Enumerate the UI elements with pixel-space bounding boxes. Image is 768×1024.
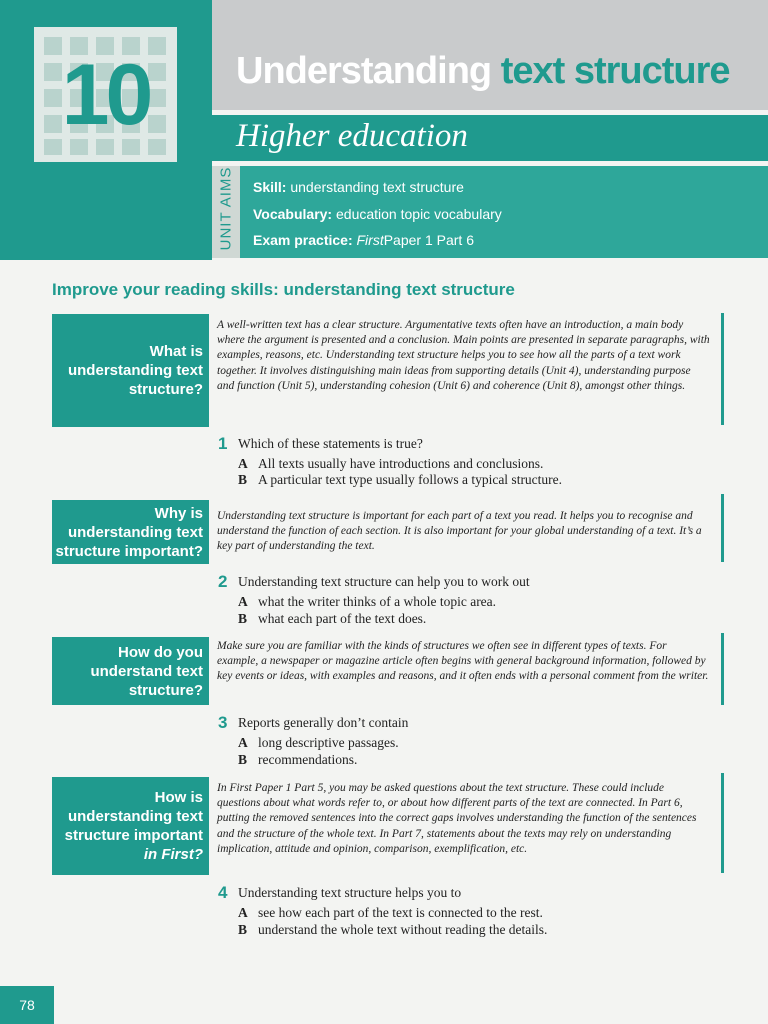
unit-subtitle: Higher education (236, 118, 468, 154)
unit-aims-text: UNIT AIMS (217, 166, 235, 251)
aim-skill-label: Skill: (253, 179, 287, 195)
section-heading: Improve your reading skills: understanding text structure (52, 280, 515, 299)
question-number-2: 2 (218, 572, 228, 591)
question-4: Understanding text structure helps you to (238, 885, 462, 900)
side-bar (721, 494, 724, 562)
paragraph-4: In First Paper 1 Part 5, you may be asked questions about the text structure. These could include questions about what words refer to, or about how different parts of the text are connected. In Part 6, putting the removed sentences into the correct gaps involves understanding the function of the sentences and the structure of the whole text. In Part 7, statements about the texts may rely on understanding implication, attitude and opinion, comparison, exemplification, etc. (217, 782, 697, 855)
aim-vocabulary (253, 206, 502, 222)
box-line: structure important (64, 827, 203, 844)
question-number-1: 1 (218, 434, 228, 453)
question-3: Reports generally don’t contain (238, 715, 409, 730)
side-bar (721, 633, 724, 705)
option-4a (238, 905, 543, 921)
option-3b (238, 752, 357, 768)
option-text: what each part of the text does. (258, 611, 427, 626)
box-line: in First? (143, 846, 203, 863)
unit-number: 10 (61, 47, 150, 143)
question-box-4 (52, 777, 209, 875)
aim-vocab-value: education topic vocabulary (336, 206, 502, 222)
question-1: Which of these statements is true? (238, 436, 423, 451)
question-box-3 (52, 637, 209, 705)
box-line: Why is (154, 504, 203, 522)
paragraph-1: A well-written text has a clear structure. Argumentative texts often have an introduction, a main body where the argument is presented and a conclusion. Main points are presented in separate paragraphs, with examples, reasons, etc. Understanding text structure helps you to see how all the parts of a text work together. It involves distinguishing main ideas from supporting details (Unit 4), understanding purpose and function (Unit 5), understanding cohesion (Unit 6) and coherence (Unit 8), amongst other things. (217, 319, 710, 392)
box-line: understanding text (67, 362, 203, 379)
option-text: long descriptive passages. (258, 735, 399, 750)
title-accent: text structure (500, 50, 730, 92)
option-letter: B (238, 611, 248, 626)
option-text: A particular text type usually follows a typical structure. (258, 472, 563, 487)
aim-skill (253, 179, 464, 195)
question-2: Understanding text structure can help you to work out (238, 574, 530, 589)
option-2b (238, 611, 426, 627)
page-title (236, 50, 730, 93)
title-main: Understanding (236, 50, 492, 92)
question-number-3: 3 (218, 713, 228, 732)
box-line: structure? (128, 381, 203, 398)
aim-exam-label: Exam practice: (253, 232, 353, 248)
paragraph-2: Understanding text structure is important for each part of a text you read. It helps you to recognise and understand the function of each section. It is also important for your global understanding of a text. It’s a key part of understanding the text. (217, 510, 702, 553)
aim-exam-rest: Paper 1 Part 6 (383, 232, 474, 248)
option-letter: B (238, 472, 248, 487)
side-bar (721, 313, 724, 425)
box-line: understanding text (67, 808, 203, 825)
box-line: What is (149, 343, 203, 360)
question-box-1 (52, 314, 209, 427)
unit-aims-label (212, 166, 240, 258)
aim-exam (253, 232, 474, 248)
question-number-4: 4 (218, 883, 228, 902)
box-line: structure? (128, 681, 203, 699)
option-4b (238, 922, 547, 938)
option-letter: B (238, 752, 248, 767)
option-letter: A (238, 456, 248, 471)
box-line: How do you (118, 643, 203, 661)
box-line: understanding text (67, 523, 203, 541)
option-letter: A (238, 735, 248, 750)
option-1b (238, 472, 562, 488)
option-text: what the writer thinks of a whole topic area. (258, 594, 497, 609)
box-line: How is (154, 789, 203, 806)
option-text: see how each part of the text is connected to the rest. (258, 905, 543, 920)
option-letter: B (238, 922, 248, 937)
option-text: understand the whole text without reading the details. (258, 922, 548, 937)
option-text: recommendations. (258, 752, 358, 767)
question-box-2 (52, 500, 209, 564)
page-number: 78 (0, 986, 54, 1024)
box-line: structure important? (55, 542, 203, 560)
box-line: understand text (90, 662, 203, 680)
aim-exam-first: First (356, 232, 384, 248)
option-1a (238, 456, 543, 472)
paragraph-3: Make sure you are familiar with the kinds of structures we often see in different types of texts. For example, a newspaper or magazine article often begins with general background information, followed by key events or ideas, with examples and reasons, and it often ends with a personal comment from the writer. (217, 640, 709, 683)
option-letter: A (238, 905, 248, 920)
aim-skill-value: understanding text structure (290, 179, 464, 195)
side-bar (721, 773, 724, 873)
option-3a (238, 735, 399, 751)
aim-vocab-label: Vocabulary: (253, 206, 333, 222)
option-text: All texts usually have introductions and conclusions. (258, 456, 544, 471)
option-2a (238, 594, 496, 610)
option-letter: A (238, 594, 248, 609)
